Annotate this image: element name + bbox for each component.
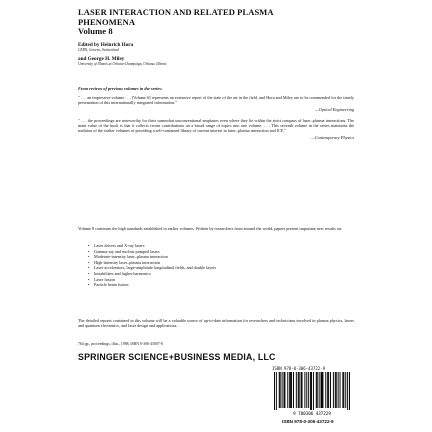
review-quote: " . . . the proceedings are noteworthy for their somewhat unconventional emphases even where they lie within the strict compass of laser–plasma interactions. The main value of the book is that it collects recent contributions on a broad range of topics into one volume. . . . This seventh volume in the series maintains the tradition of the earlier volumes of providing a self-contained library of current interest in laser–plasma interaction and ICF." xyxy=(78,118,354,134)
series-title-line: LASER INTERACTION AND RELATED PLASMA xyxy=(78,7,274,17)
intro-paragraph: Volume 8 continues the high standards established in earlier volumes. Written by researchers from around the world, papers present important new results on: xyxy=(78,226,343,231)
isbn-text-bottom: ISBN 978-0-306-43722-9 xyxy=(282,419,334,424)
series-title xyxy=(78,8,378,37)
review-quote: " . . . an impressive volume . . . [Volume 6] represents an extensive report of the state of the art in the field, and Hora and Miley are to be commended for the timely presentation of this internationally integrated information." xyxy=(78,95,354,106)
editors-block xyxy=(78,42,378,69)
publication-info: 764 pp., proceedings, illus., 1988, ISBN 0-306-43007-8 xyxy=(78,342,163,346)
barcode-digits: 9 780306 437229 xyxy=(293,411,331,416)
list-item: • Laser accelerators, large-amplitude longitudinal fields, and double layers xyxy=(88,265,348,271)
list-item: • Particle beam fusion xyxy=(88,282,348,288)
list-item: • Moderate-intensity laser–plasma interaction xyxy=(88,254,348,260)
topics-list xyxy=(88,243,348,288)
editor-affiliation: University of Illinois at Urbana-Champaign, Urbana, Illinois xyxy=(78,61,167,66)
isbn-text-top: ISBN 978-0-306-43722-9 xyxy=(272,366,325,371)
list-item: • Instabilities and higher harmonics xyxy=(88,271,348,277)
list-item: • High-intensity laser–plasma interaction xyxy=(88,260,348,266)
series-title-line: PHENOMENA xyxy=(78,16,136,27)
editor-affiliation: CERN, Geneva, Switzerland xyxy=(78,48,119,52)
volume-number: Volume 8 xyxy=(78,26,113,36)
reviews-block xyxy=(78,86,354,146)
editor-name: and George H. Miley xyxy=(78,55,125,62)
barcode-block xyxy=(252,366,358,428)
closing-paragraph: The detailed reports contained in this volume will be a valuable source of up-to-date information for researchers and technicians involved in plasma physics, lasers and quantum electronics, and laser design and applications. xyxy=(78,318,354,329)
list-item: • Gamma-ray and nuclear pumped lasers xyxy=(88,249,348,255)
editor-name: Edited by Heinrich Hora xyxy=(78,42,134,48)
barcode-image xyxy=(272,372,352,416)
reviews-heading: From reviews of previous volumes in the series: xyxy=(78,86,163,91)
list-item: • Laser drivers and X-ray lasers xyxy=(88,243,348,249)
publisher-name: SPRINGER SCIENCE+BUSINESS MEDIA, LLC xyxy=(78,352,276,362)
review-source: —Contemporary Physics xyxy=(310,135,354,141)
review-source: —Optical Engineering xyxy=(314,107,354,113)
list-item: • Laser fusion xyxy=(88,277,348,283)
